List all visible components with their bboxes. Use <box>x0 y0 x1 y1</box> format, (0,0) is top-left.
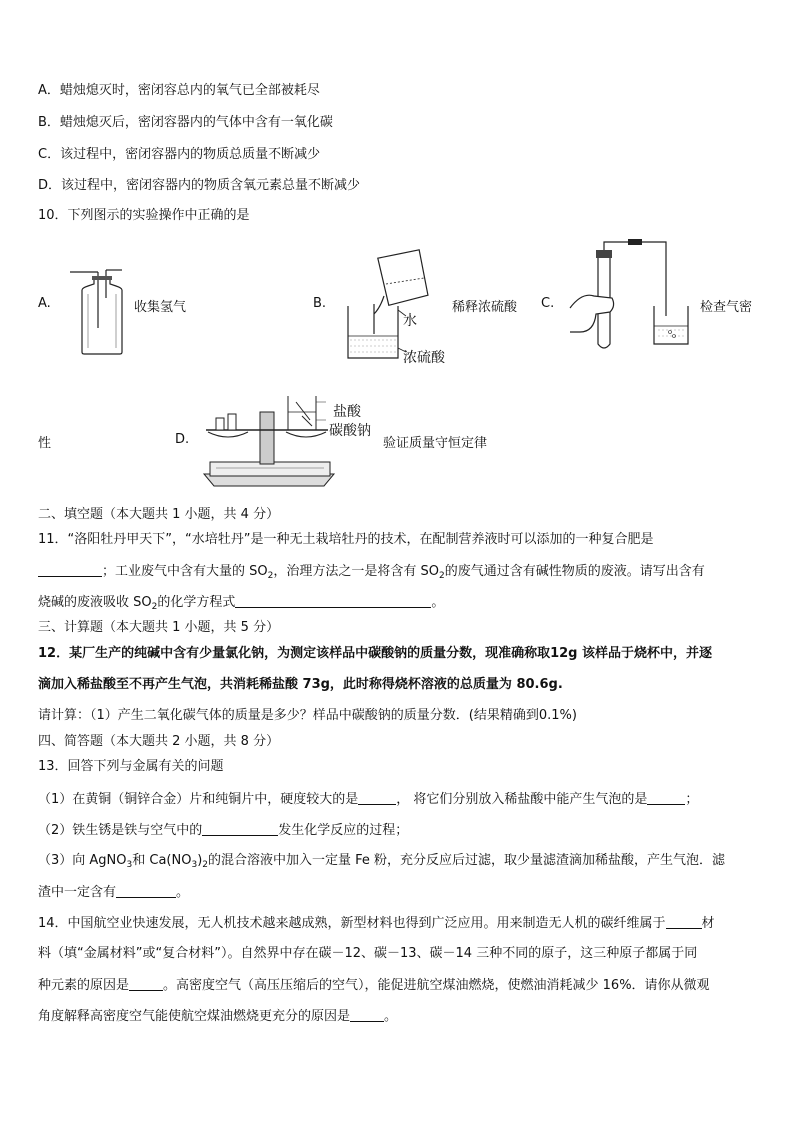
q13-blank-1[interactable] <box>358 790 396 805</box>
q10-c-caption: 检查气密 <box>700 300 753 315</box>
q13-part-3-cont: 渣中一定含有 。 <box>38 885 190 900</box>
q13-blank-2[interactable] <box>647 790 685 805</box>
q11-line-1: 11．“洛阳牡丹甲天下”，“水培牡丹”是一种无土栽培牡丹的技术，在配制营养液时可以添加的一种复合肥是 <box>38 532 654 547</box>
q9-option-b: B．蜡烛熄灭后，密闭容器内的气体中含有一氧化碳 <box>38 115 333 130</box>
q14-line-2: 料（填“金属材料”或“复合材料”）。自然界中存在碳－12、碳－13、碳－14 三种不同的原子，这三种原子都属于同 <box>38 946 698 961</box>
q13-stem: 13．回答下列与金属有关的问题 <box>38 759 224 774</box>
q13-part-1: （1）在黄铜（铜锌合金）片和纯铜片中，硬度较大的是 ， 将它们分别放入稀盐酸中能产生气泡的是 ； <box>38 792 699 807</box>
q10-b-water-label: 水 <box>403 313 417 329</box>
q11-line-3: 烧碱的废液吸收 $SO_2$的化学方程式 。 <box>38 595 445 612</box>
gas-bottle-figure <box>70 268 130 358</box>
q12-line-3: 请计算：（1）产生二氧化碳气体的质量是多少？样品中碳酸钠的质量分数．(结果精确到0.1%) <box>38 708 577 723</box>
q13-part-3: （3）向 AgNO$_3$和 $Ca(NO_3)_2$的混合溶液中加入一定量 Fe 粉，充分反应后过滤，取少量滤渣滴加稀盐酸，产生气泡．滤 <box>38 853 726 870</box>
section-2-heading: 二、填空题（本大题共 1 小题，共 4 分） <box>38 507 280 522</box>
q9-option-d: D．该过程中，密闭容器内的物质含氧元素总量不断减少 <box>38 178 361 193</box>
q11-blank-2[interactable] <box>235 593 431 608</box>
q14-line-4: 角度解释高密度空气能使航空煤油燃烧更充分的原因是 。 <box>38 1009 398 1024</box>
q14-blank-3[interactable] <box>350 1007 384 1022</box>
q10-d-hcl-label: 盐酸 <box>333 404 361 420</box>
q10-c-letter: C. <box>541 296 555 311</box>
q14-line-3: 种元素的原因是 。高密度空气（高压压缩后的空气），能促进航空煤油燃烧，使燃油消耗减少 16%．请你从微观 <box>38 978 710 993</box>
q11-line-2: ；工业废气中含有大量的 $SO_2$，治理方法之一是将含有 $SO_2$的废气通过含有碱性物质的废液。请写出含有 <box>38 562 705 581</box>
q10-c-caption-cont: 性 <box>38 436 52 451</box>
balance-figure <box>200 390 340 490</box>
q14-blank-1[interactable] <box>666 914 702 929</box>
q10-stem: 10．下列图示的实验操作中正确的是 <box>38 208 250 223</box>
q12-line-2: 滴加入稀盐酸至不再产生气泡，共消耗稀盐酸 73g，此时称得烧杯溶液的总质量为 80.6g. <box>38 677 563 692</box>
q14-blank-2[interactable] <box>129 976 163 991</box>
q14-line-1: 14．中国航空业快速发展，无人机技术越来越成熟，新型材料也得到广泛应用。用来制造无人机的碳纤维属于 材 <box>38 916 715 931</box>
q12-line-1: 12．某厂生产的纯碱中含有少量氯化钠，为测定该样品中碳酸钠的质量分数，现准确称取12g 该样品于烧杯中，并逐 <box>38 646 713 661</box>
q10-d-letter: D. <box>175 432 190 447</box>
q13-part-2: （2）铁生锈是铁与空气中的 发生化学反应的过程； <box>38 823 409 838</box>
section-4-heading: 四、简答题（本大题共 2 小题，共 8 分） <box>38 734 280 749</box>
q10-a-caption: 收集氢气 <box>134 300 187 315</box>
q10-a-letter: A. <box>38 296 51 311</box>
q10-b-acid-label: 浓硫酸 <box>403 350 445 366</box>
q9-option-c: C．该过程中，密闭容器内的物质总质量不断减少 <box>38 147 321 162</box>
airtightness-figure <box>566 236 696 352</box>
section-3-heading: 三、计算题（本大题共 1 小题，共 5 分） <box>38 620 280 635</box>
q10-d-caption: 验证质量守恒定律 <box>383 436 488 451</box>
q11-blank-1[interactable] <box>38 562 102 577</box>
q10-d-na2co3-label: 碳酸钠 <box>329 423 371 439</box>
q9-option-a: A．蜡烛熄灭时，密闭容总内的氧气已全部被耗尽 <box>38 83 320 98</box>
q13-blank-3[interactable] <box>202 821 278 836</box>
q10-b-letter: B. <box>313 296 327 311</box>
q10-b-caption: 稀释浓硫酸 <box>452 300 518 315</box>
q13-blank-4[interactable] <box>116 883 176 898</box>
